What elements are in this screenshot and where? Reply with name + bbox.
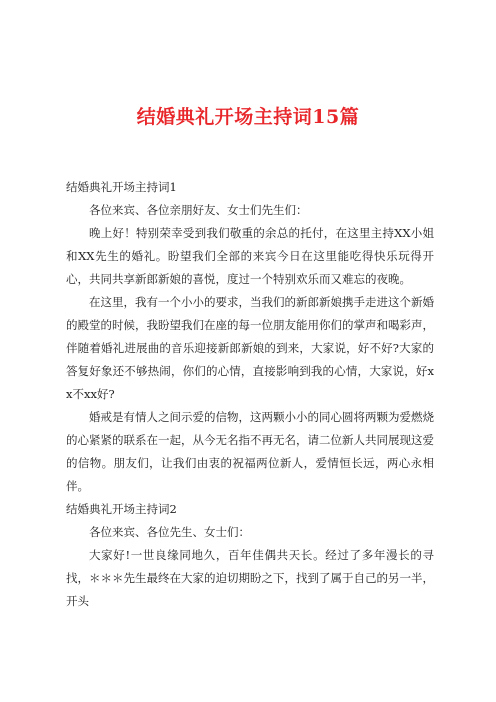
document-body — [66, 176, 434, 613]
paragraph-2: 在这里，我有一个小小的要求，当我们的新郎新娘携手走进这个新婚的殿堂的时候，我盼望我们在座的每一位朋友能用你们的掌声和喝彩声，伴随着婚礼进展曲的音乐迎接新郎新娘的到来，大家说，好不好?大家的答复好象还不够热闹，你们的心情，直接影响到我的心情，大家说，好xx不xx好? — [66, 295, 434, 401]
section-heading-1: 结婚典礼开场主持词1 — [66, 180, 177, 194]
paragraph-1: 晚上好！特别荣幸受到我们敬重的余总的托付，在这里主持XX小姐和XX先生的婚礼。盼望我们全部的来宾今日在这里能吃得快乐玩得开心，共同共享新郎新娘的喜悦，度过一个特别欢乐而又难忘的夜晚。 — [66, 226, 434, 286]
paragraph-greeting-1: 各位来宾、各位亲朋好友、女士们先生们： — [89, 203, 308, 217]
paragraph-3: 婚戒是有情人之间示爱的信物，这两颗小小的同心圆将两颗为爱燃烧的心紧紧的联系在一起，从今无名指不再无名，请二位新人共同展现这爱的信物。朋友们，让我们由衷的祝福两位新人，爱情恒长远，两心永相伴。 — [66, 410, 434, 493]
paragraph-4: 大家好!一世良缘同地久，百年佳偶共天长。经过了多年漫长的寻找，＊＊＊先生最终在大家的迫切期盼之下，找到了属于自己的另一半，开头 — [66, 548, 434, 608]
paragraph-greeting-2: 各位来宾、各位先生、女士们： — [89, 525, 250, 539]
section-heading-2: 结婚典礼开场主持词2 — [66, 502, 177, 516]
document-title: 结婚典礼开场主持词15篇 — [136, 106, 360, 128]
